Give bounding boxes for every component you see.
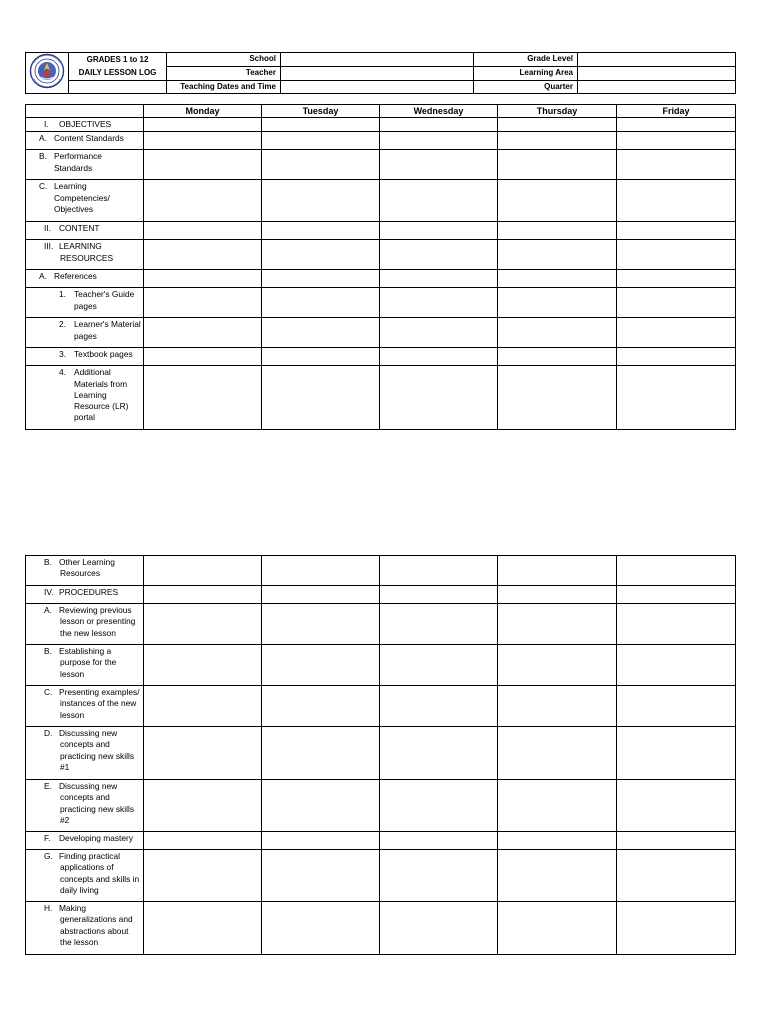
day-cell[interactable] (144, 288, 262, 318)
day-cell[interactable] (262, 118, 380, 132)
day-cell[interactable] (498, 180, 617, 222)
day-cell[interactable] (262, 150, 380, 180)
day-cell[interactable] (380, 727, 498, 780)
row-label (26, 366, 144, 430)
day-cell[interactable] (380, 832, 498, 850)
day-cell[interactable] (380, 645, 498, 686)
day-header: Monday (144, 105, 262, 118)
row-marker: B. (44, 646, 52, 656)
day-cell[interactable] (144, 348, 262, 366)
day-cell[interactable] (144, 832, 262, 850)
row-text: Learning Competencies/ Objectives (54, 181, 110, 214)
day-cell[interactable] (617, 366, 736, 430)
day-cell[interactable] (498, 366, 617, 430)
day-cell[interactable] (262, 318, 380, 348)
day-cell[interactable] (144, 180, 262, 222)
grade-level-label: Grade Level (474, 53, 578, 67)
day-header: Tuesday (262, 105, 380, 118)
teacher-label: Teacher (167, 66, 281, 80)
form-title (69, 53, 167, 81)
row-marker: B. (44, 557, 52, 567)
day-cell[interactable] (498, 118, 617, 132)
day-cell[interactable] (380, 686, 498, 727)
day-cell[interactable] (617, 270, 736, 288)
title-line-2: DAILY LESSON LOG (78, 68, 157, 78)
table-row (26, 902, 736, 955)
row-label (26, 222, 144, 240)
learning-area-field[interactable] (578, 66, 736, 80)
row-marker: IV. (44, 587, 54, 597)
day-cell[interactable] (498, 222, 617, 240)
row-text: Other Learning Resources (59, 557, 115, 579)
lesson-table-objectives (25, 104, 736, 430)
day-cell[interactable] (144, 240, 262, 270)
day-cell[interactable] (262, 780, 380, 832)
day-cell[interactable] (144, 604, 262, 645)
row-marker: C. (39, 181, 48, 192)
day-cell[interactable] (498, 832, 617, 850)
row-marker: A. (44, 605, 52, 615)
day-cell[interactable] (144, 132, 262, 150)
day-cell[interactable] (617, 132, 736, 150)
table-row (26, 686, 736, 727)
day-cell[interactable] (262, 240, 380, 270)
day-cell[interactable] (144, 118, 262, 132)
row-text: PROCEDURES (59, 587, 119, 597)
day-cell[interactable] (498, 645, 617, 686)
row-text: Finding practical applications of concepts and skills in daily living (59, 851, 140, 895)
day-cell[interactable] (380, 150, 498, 180)
day-cell[interactable] (617, 727, 736, 780)
row-marker: 4. (59, 367, 66, 378)
day-cell[interactable] (262, 850, 380, 902)
table-row (26, 150, 736, 180)
day-cell[interactable] (380, 902, 498, 955)
row-text: Establishing a purpose for the lesson (59, 646, 117, 679)
day-cell[interactable] (144, 150, 262, 180)
day-cell[interactable] (262, 222, 380, 240)
lesson-table-procedures (25, 555, 736, 955)
corner-header (26, 105, 144, 118)
day-cell[interactable] (380, 780, 498, 832)
day-cell[interactable] (262, 288, 380, 318)
day-cell[interactable] (498, 604, 617, 645)
row-text: Learner's Material pages (74, 319, 141, 341)
table-row (26, 270, 736, 288)
day-cell[interactable] (498, 686, 617, 727)
day-cell[interactable] (144, 645, 262, 686)
row-text: Presenting examples/ instances of the new lesson (59, 687, 140, 720)
row-text: Reviewing previous lesson or presenting the new lesson (59, 605, 136, 638)
day-cell[interactable] (617, 645, 736, 686)
row-label (26, 850, 144, 902)
day-cell[interactable] (144, 686, 262, 727)
table-row (26, 645, 736, 686)
row-text: Teacher's Guide pages (74, 289, 135, 311)
day-cell[interactable] (380, 222, 498, 240)
day-cell[interactable] (380, 348, 498, 366)
row-marker: G. (44, 851, 53, 861)
day-cell[interactable] (144, 850, 262, 902)
day-cell[interactable] (498, 270, 617, 288)
day-cell[interactable] (380, 180, 498, 222)
table-row (26, 180, 736, 222)
day-cell[interactable] (262, 832, 380, 850)
day-cell[interactable] (617, 780, 736, 832)
deped-seal (26, 53, 69, 94)
table-row (26, 850, 736, 902)
row-marker: III. (44, 241, 54, 252)
day-cell[interactable] (262, 686, 380, 727)
row-marker: E. (44, 781, 52, 791)
day-cell[interactable] (617, 832, 736, 850)
row-label (26, 180, 144, 222)
day-cell[interactable] (144, 727, 262, 780)
day-cell[interactable] (144, 902, 262, 955)
day-cell[interactable] (380, 850, 498, 902)
day-cell[interactable] (380, 366, 498, 430)
day-cell[interactable] (144, 366, 262, 430)
day-cell[interactable] (617, 180, 736, 222)
row-text: Additional Materials from Learning Resource (LR) portal (74, 367, 129, 423)
day-cell[interactable] (617, 686, 736, 727)
day-header: Wednesday (380, 105, 498, 118)
row-text: Content Standards (54, 133, 124, 144)
row-label (26, 556, 144, 586)
day-cell[interactable] (617, 604, 736, 645)
day-cell[interactable] (617, 118, 736, 132)
row-text: Textbook pages (74, 349, 133, 360)
row-label (26, 780, 144, 832)
row-marker: H. (44, 903, 53, 913)
row-label (26, 270, 144, 288)
dates-field[interactable] (281, 80, 474, 93)
day-cell[interactable] (262, 348, 380, 366)
row-text: OBJECTIVES (59, 119, 112, 129)
day-cell[interactable] (144, 556, 262, 586)
row-marker: 3. (59, 349, 66, 360)
row-marker: 1. (59, 289, 66, 300)
title-line-1: GRADES 1 to 12 (86, 55, 149, 65)
day-cell[interactable] (262, 727, 380, 780)
day-cell[interactable] (498, 727, 617, 780)
day-cell[interactable] (380, 604, 498, 645)
day-cell[interactable] (498, 288, 617, 318)
row-text: CONTENT (59, 223, 100, 234)
day-cell[interactable] (498, 556, 617, 586)
row-marker: A. (39, 133, 47, 144)
day-cell[interactable] (498, 780, 617, 832)
row-label (26, 645, 144, 686)
day-cell[interactable] (498, 850, 617, 902)
table-row (26, 604, 736, 645)
dates-label: Teaching Dates and Time (167, 80, 281, 93)
day-cell[interactable] (144, 222, 262, 240)
day-cell[interactable] (262, 132, 380, 150)
day-cell[interactable] (617, 850, 736, 902)
row-label (26, 348, 144, 366)
day-cell[interactable] (380, 240, 498, 270)
day-cell[interactable] (617, 240, 736, 270)
day-cell[interactable] (498, 132, 617, 150)
table-row (26, 240, 736, 270)
day-cell[interactable] (617, 586, 736, 604)
learning-area-label: Learning Area (474, 66, 578, 80)
day-cell[interactable] (380, 288, 498, 318)
row-label (26, 118, 144, 132)
teacher-field[interactable] (281, 66, 474, 80)
row-text: Discussing new concepts and practicing new skills #2 (59, 781, 135, 825)
row-label (26, 318, 144, 348)
row-text: Performance Standards (54, 151, 102, 173)
day-cell[interactable] (144, 270, 262, 288)
row-label (26, 240, 144, 270)
day-cell[interactable] (380, 132, 498, 150)
table-row (26, 288, 736, 318)
title-blank-cell (69, 80, 167, 93)
day-cell[interactable] (617, 318, 736, 348)
row-label (26, 150, 144, 180)
day-cell[interactable] (617, 222, 736, 240)
seal-icon (28, 53, 66, 89)
school-label: School (167, 53, 281, 67)
day-cell[interactable] (498, 348, 617, 366)
day-cell[interactable] (262, 270, 380, 288)
table-row (26, 132, 736, 150)
table-row (26, 366, 736, 430)
row-marker: B. (39, 151, 47, 162)
day-cell[interactable] (144, 318, 262, 348)
row-label (26, 902, 144, 955)
row-marker: I. (44, 119, 49, 129)
day-cell[interactable] (380, 586, 498, 604)
table-row (26, 727, 736, 780)
table-row (26, 556, 736, 586)
day-cell[interactable] (380, 270, 498, 288)
day-cell[interactable] (262, 645, 380, 686)
row-label (26, 586, 144, 604)
row-label (26, 832, 144, 850)
row-marker: F. (44, 833, 51, 843)
row-marker: C. (44, 687, 53, 697)
row-label (26, 288, 144, 318)
day-cell[interactable] (617, 902, 736, 955)
day-header: Friday (617, 105, 736, 118)
day-cell[interactable] (262, 556, 380, 586)
row-text: Discussing new concepts and practicing new skills #1 (59, 728, 135, 772)
grade-level-field[interactable] (578, 53, 736, 67)
day-cell[interactable] (617, 556, 736, 586)
row-marker: A. (39, 271, 47, 282)
row-label (26, 604, 144, 645)
day-cell[interactable] (380, 556, 498, 586)
row-label (26, 132, 144, 150)
day-cell[interactable] (617, 288, 736, 318)
day-cell[interactable] (262, 366, 380, 430)
row-label (26, 727, 144, 780)
day-cell[interactable] (498, 240, 617, 270)
day-header: Thursday (498, 105, 617, 118)
row-marker: II. (44, 223, 51, 234)
row-text: Developing mastery (59, 833, 134, 843)
day-cell[interactable] (617, 150, 736, 180)
table-row (26, 222, 736, 240)
quarter-label: Quarter (474, 80, 578, 93)
day-cell[interactable] (498, 318, 617, 348)
table-row (26, 348, 736, 366)
row-marker: 2. (59, 319, 66, 330)
table-row (26, 780, 736, 832)
day-cell[interactable] (262, 180, 380, 222)
day-cell[interactable] (498, 150, 617, 180)
day-cell[interactable] (262, 604, 380, 645)
row-text: Making generalizations and abstractions about the lesson (59, 903, 133, 947)
table-row (26, 586, 736, 604)
day-cell[interactable] (380, 118, 498, 132)
row-text: LEARNING RESOURCES (59, 241, 114, 263)
row-label (26, 686, 144, 727)
day-cell[interactable] (144, 586, 262, 604)
row-text: References (54, 271, 97, 282)
school-field[interactable] (281, 53, 474, 67)
table-row (26, 318, 736, 348)
day-cell[interactable] (617, 348, 736, 366)
header-table (25, 52, 736, 94)
day-cell[interactable] (262, 586, 380, 604)
day-cell[interactable] (498, 902, 617, 955)
day-cell[interactable] (498, 586, 617, 604)
quarter-field[interactable] (578, 80, 736, 93)
table-row (26, 118, 736, 132)
day-cell[interactable] (380, 318, 498, 348)
day-cell[interactable] (262, 902, 380, 955)
day-cell[interactable] (144, 780, 262, 832)
table-row (26, 832, 736, 850)
row-marker: D. (44, 728, 53, 738)
